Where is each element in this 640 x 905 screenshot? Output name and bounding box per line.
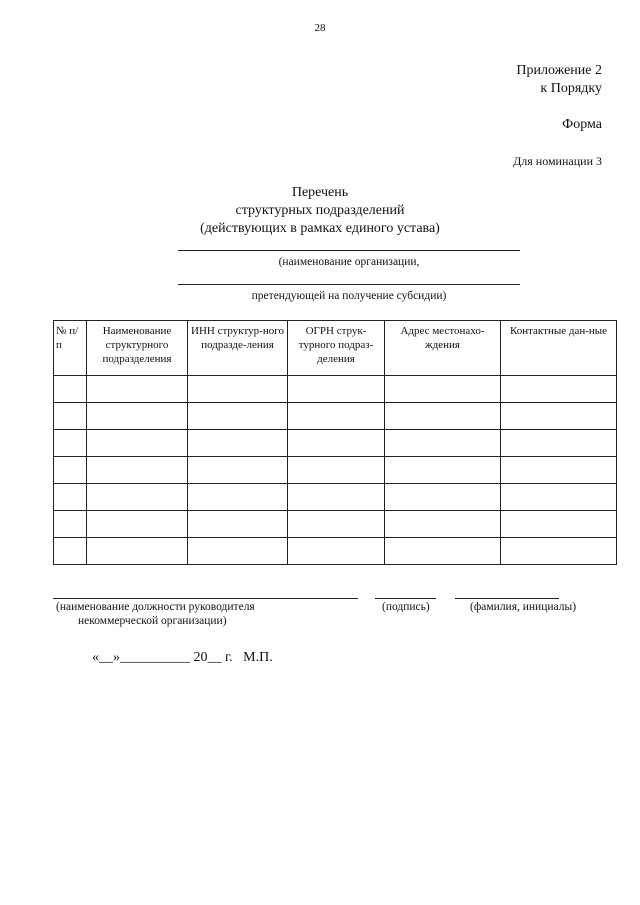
position-line[interactable]: [53, 598, 358, 599]
table-cell[interactable]: [385, 430, 501, 457]
table-cell[interactable]: [87, 376, 188, 403]
table-cell[interactable]: [385, 457, 501, 484]
table-row: [54, 538, 617, 565]
appendix-label: Приложение 2: [516, 63, 602, 78]
nomination-label: Для номинации 3: [513, 154, 602, 168]
title-line-3: (действующих в рамках единого устава): [200, 221, 440, 236]
table-cell[interactable]: [54, 376, 87, 403]
table-cell[interactable]: [188, 430, 288, 457]
table-cell[interactable]: [385, 538, 501, 565]
table-cell[interactable]: [288, 376, 385, 403]
table-cell[interactable]: [87, 457, 188, 484]
org-claim-line[interactable]: [178, 284, 520, 285]
table-row: [54, 511, 617, 538]
signature-caption: (подпись): [382, 601, 430, 613]
form-label: Форма: [562, 117, 602, 132]
table-cell[interactable]: [501, 538, 617, 565]
table-cell[interactable]: [501, 430, 617, 457]
org-name-line[interactable]: [178, 250, 520, 251]
full-name-line[interactable]: [455, 598, 559, 599]
date-stamp-line: «__»__________ 20__ г. М.П.: [92, 650, 273, 665]
col-ogrn-header: ОГРН струк-турного подраз-деления: [288, 321, 385, 376]
table-cell[interactable]: [385, 511, 501, 538]
table-cell[interactable]: [288, 430, 385, 457]
position-caption-line-1: (наименование должности руководителя: [56, 601, 255, 613]
to-order-label: к Порядку: [540, 81, 602, 96]
signature-line[interactable]: [375, 598, 436, 599]
table-row: [54, 403, 617, 430]
col-number-header: № п/п: [54, 321, 87, 376]
table-cell[interactable]: [385, 403, 501, 430]
table-cell[interactable]: [501, 403, 617, 430]
table-cell[interactable]: [501, 511, 617, 538]
position-caption: [56, 600, 255, 628]
table-header-row: [54, 321, 617, 376]
table-row: [54, 484, 617, 511]
table-cell[interactable]: [54, 430, 87, 457]
position-caption-line-2: некоммерческой организации): [78, 615, 227, 627]
table-cell[interactable]: [188, 484, 288, 511]
table-row: [54, 376, 617, 403]
full-name-caption: (фамилия, инициалы): [470, 601, 577, 613]
table-cell[interactable]: [385, 376, 501, 403]
table-cell[interactable]: [188, 511, 288, 538]
org-claim-caption: претендующей на получение субсидии): [251, 290, 447, 302]
table-cell[interactable]: [501, 484, 617, 511]
title-line-2: структурных подразделений: [235, 203, 405, 218]
col-contacts-header: Контактные дан-ные: [501, 321, 617, 376]
table-cell[interactable]: [501, 457, 617, 484]
table-cell[interactable]: [54, 403, 87, 430]
table-cell[interactable]: [54, 457, 87, 484]
col-inn-header: ИНН структур-ного подразде-ления: [188, 321, 288, 376]
table-row: [54, 457, 617, 484]
table-cell[interactable]: [188, 376, 288, 403]
table-cell[interactable]: [188, 538, 288, 565]
table-cell[interactable]: [87, 430, 188, 457]
table-cell[interactable]: [87, 511, 188, 538]
table-cell[interactable]: [288, 538, 385, 565]
title-line-1: Перечень: [291, 185, 349, 200]
col-name-header: Наименование структурного подразделения: [87, 321, 188, 376]
page-number: 28: [314, 22, 326, 34]
table-row: [54, 430, 617, 457]
table-cell[interactable]: [188, 457, 288, 484]
table-cell[interactable]: [87, 538, 188, 565]
table-cell[interactable]: [54, 484, 87, 511]
table-cell[interactable]: [54, 538, 87, 565]
table-cell[interactable]: [288, 511, 385, 538]
table-cell[interactable]: [385, 484, 501, 511]
table-body: [54, 376, 617, 565]
table-cell[interactable]: [288, 484, 385, 511]
table-cell[interactable]: [87, 484, 188, 511]
document-title: [0, 184, 640, 238]
table-cell[interactable]: [54, 511, 87, 538]
table-cell[interactable]: [188, 403, 288, 430]
table-cell[interactable]: [288, 403, 385, 430]
table-cell[interactable]: [87, 403, 188, 430]
org-name-caption: (наименование организации,: [278, 256, 420, 268]
col-address-header: Адрес местонахо-ждения: [385, 321, 501, 376]
table-cell[interactable]: [501, 376, 617, 403]
subdivisions-table: [53, 320, 617, 565]
table-cell[interactable]: [288, 457, 385, 484]
